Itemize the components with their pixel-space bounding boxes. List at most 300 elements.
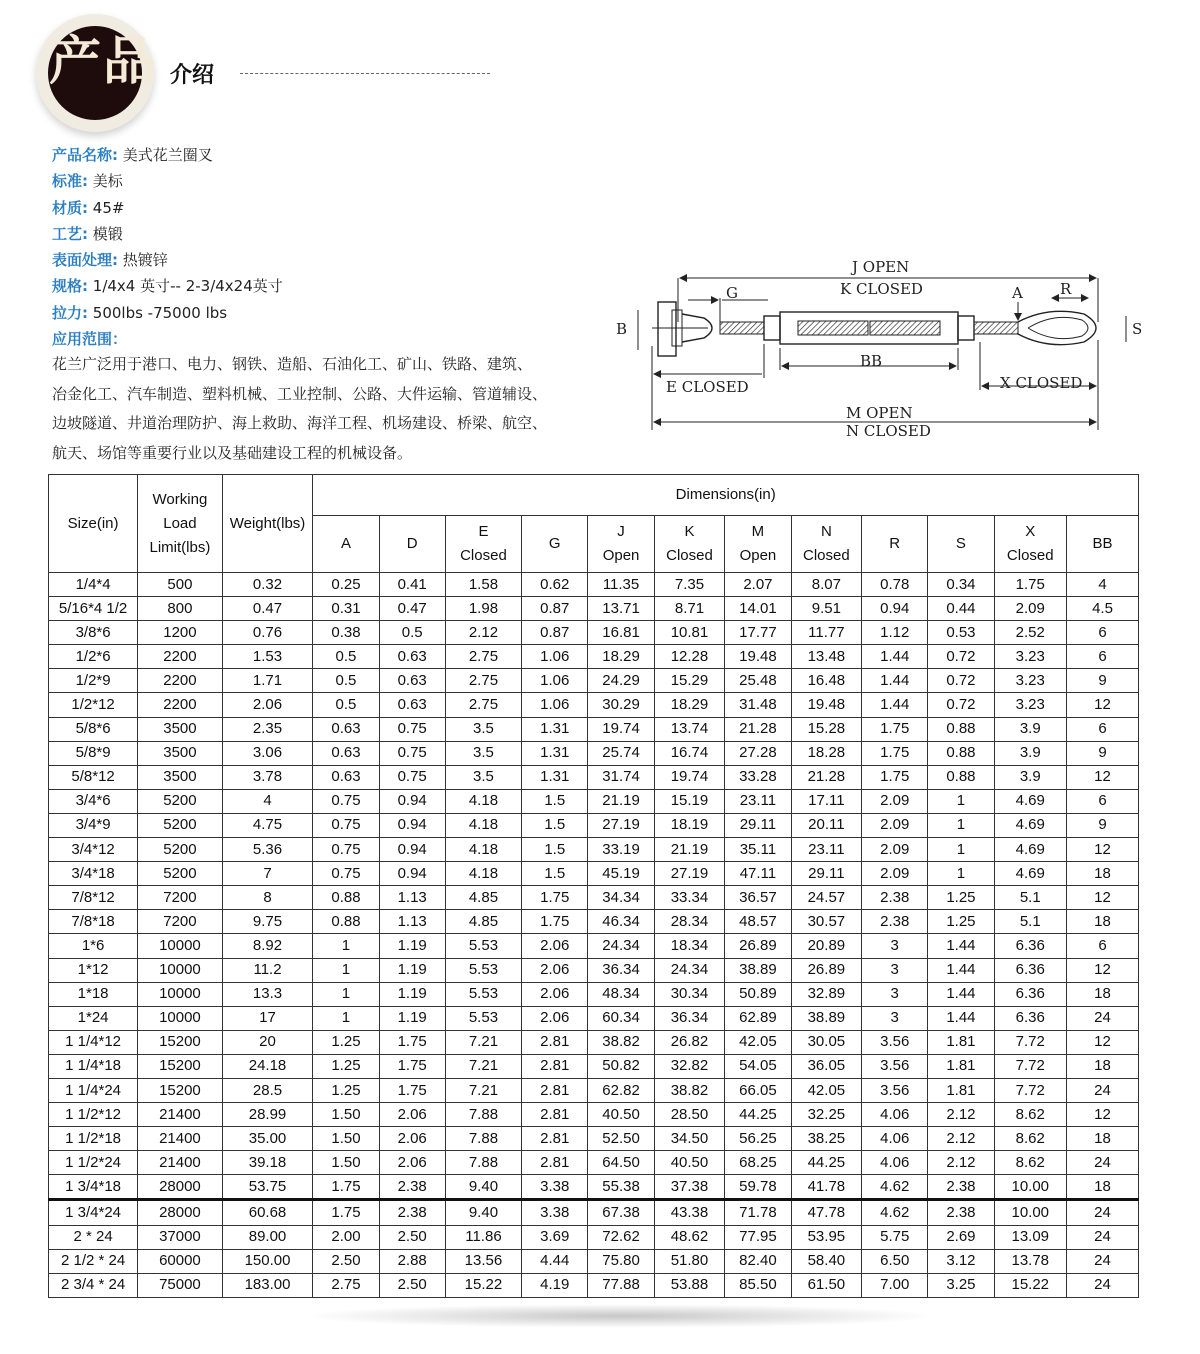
table-cell: 1: [313, 982, 379, 1006]
table-cell: 12: [1066, 958, 1138, 982]
table-cell: 1: [313, 934, 379, 958]
table-cell: 21.28: [725, 717, 791, 741]
table-cell: 12: [1066, 838, 1138, 862]
table-cell: 2.12: [928, 1151, 994, 1175]
spec-key: 表面处理:: [52, 251, 118, 270]
table-cell: 0.47: [379, 597, 445, 621]
table-cell: 85.50: [725, 1273, 791, 1297]
table-row: [49, 669, 1139, 693]
col-header-dim: [522, 516, 588, 573]
table-cell: 41.78: [791, 1175, 862, 1200]
table-cell: 8: [222, 886, 313, 910]
table-cell: 2.75: [445, 669, 521, 693]
table-cell: 7.35: [654, 573, 725, 597]
table-cell: 1 1/2*24: [49, 1151, 138, 1175]
table-cell: 9.51: [791, 597, 862, 621]
table-cell: 77.88: [588, 1273, 654, 1297]
table-cell: 17.77: [725, 621, 791, 645]
table-cell: 10.00: [994, 1200, 1066, 1225]
table-cell: 3.23: [994, 669, 1066, 693]
table-cell: 5.1: [994, 910, 1066, 934]
table-cell: 4.44: [522, 1249, 588, 1273]
table-cell: 9: [1066, 741, 1138, 765]
table-cell: 2.09: [862, 813, 928, 837]
table-cell: 6: [1066, 789, 1138, 813]
table-cell: 0.32: [222, 573, 313, 597]
table-cell: 64.50: [588, 1151, 654, 1175]
table-cell: 0.44: [928, 597, 994, 621]
table-cell: 3.23: [994, 693, 1066, 717]
table-cell: 16.74: [654, 741, 725, 765]
table-cell: 2.88: [379, 1249, 445, 1273]
table-cell: 5/8*12: [49, 765, 138, 789]
table-cell: 62.82: [588, 1078, 654, 1102]
table-cell: 10000: [138, 934, 223, 958]
table-cell: 1: [313, 958, 379, 982]
table-cell: 9: [1066, 669, 1138, 693]
table-cell: 150.00: [222, 1249, 313, 1273]
dim-letter: A: [340, 535, 351, 552]
table-cell: 2.06: [222, 693, 313, 717]
table-cell: 6: [1066, 621, 1138, 645]
table-cell: 2.52: [994, 621, 1066, 645]
table-cell: 1.13: [379, 910, 445, 934]
table-cell: 800: [138, 597, 223, 621]
spec-value: 500lbs -75000 lbs: [92, 303, 228, 322]
table-cell: 10000: [138, 982, 223, 1006]
table-cell: 24: [1066, 1200, 1138, 1225]
label-bb: BB: [860, 352, 883, 370]
table-cell: 6: [1066, 717, 1138, 741]
turnbuckle-diagram: [608, 250, 1156, 445]
table-cell: 35.11: [725, 838, 791, 862]
table-cell: 13.71: [588, 597, 654, 621]
col-header-dim: [313, 516, 379, 573]
table-cell: 1.75: [379, 1030, 445, 1054]
spec-list: [52, 142, 612, 352]
table-cell: 2.06: [379, 1127, 445, 1151]
table-cell: 4.85: [445, 910, 521, 934]
table-cell: 5.36: [222, 838, 313, 862]
table-cell: 38.82: [588, 1030, 654, 1054]
table-cell: 0.47: [222, 597, 313, 621]
table-cell: 36.34: [654, 1006, 725, 1030]
table-cell: 1.5: [522, 813, 588, 837]
table-cell: 34.50: [654, 1127, 725, 1151]
table-cell: 3.9: [994, 717, 1066, 741]
spec-value: 美标: [92, 172, 123, 191]
table-cell: 1.06: [522, 669, 588, 693]
table-cell: 13.74: [654, 717, 725, 741]
table-cell: 2.38: [862, 886, 928, 910]
col-header-dim: [791, 516, 862, 573]
table-cell: 3.38: [522, 1175, 588, 1200]
table-cell: 1.44: [862, 693, 928, 717]
table-cell: 0.31: [313, 597, 379, 621]
col-header-wll: [138, 475, 223, 573]
table-cell: 2 * 24: [49, 1225, 138, 1249]
table-cell: 40.50: [588, 1103, 654, 1127]
table-cell: 3/4*18: [49, 862, 138, 886]
table-cell: 33.19: [588, 838, 654, 862]
table-cell: 47.11: [725, 862, 791, 886]
table-cell: 4.06: [862, 1151, 928, 1175]
table-cell: 1.75: [379, 1078, 445, 1102]
spec-key: 标准:: [52, 172, 88, 191]
wll-line-3: Limit(lbs): [149, 538, 211, 556]
col-header-dim: [928, 516, 994, 573]
table-row: [49, 1078, 1139, 1102]
table-row: [49, 1127, 1139, 1151]
wll-line-1: Working: [152, 490, 208, 508]
table-cell: 31.48: [725, 693, 791, 717]
table-cell: 28.99: [222, 1103, 313, 1127]
application-line: 花兰广泛用于港口、电力、钢铁、造船、石油化工、矿山、铁路、建筑、: [52, 355, 533, 373]
table-cell: 23.11: [791, 838, 862, 862]
table-cell: 2.09: [994, 597, 1066, 621]
table-cell: 5.53: [445, 958, 521, 982]
table-cell: 0.94: [379, 813, 445, 837]
table-cell: 7/8*12: [49, 886, 138, 910]
table-cell: 24: [1066, 1078, 1138, 1102]
table-cell: 0.63: [313, 765, 379, 789]
table-cell: 5200: [138, 862, 223, 886]
table-cell: 0.75: [379, 765, 445, 789]
table-cell: 1.58: [445, 573, 521, 597]
table-cell: 24: [1066, 1225, 1138, 1249]
table-cell: 1 1/4*24: [49, 1078, 138, 1102]
table-cell: 68.25: [725, 1151, 791, 1175]
label-e-closed: E CLOSED: [666, 378, 749, 396]
spec-item: [52, 168, 612, 194]
table-cell: 4.18: [445, 862, 521, 886]
dim-letter: N: [820, 523, 832, 540]
col-header-size: Size(in): [49, 475, 138, 573]
table-cell: 1 3/4*24: [49, 1200, 138, 1225]
table-cell: 0.34: [928, 573, 994, 597]
table-cell: 0.72: [928, 693, 994, 717]
table-cell: 12: [1066, 693, 1138, 717]
table-cell: 1: [928, 789, 994, 813]
table-cell: 4.69: [994, 813, 1066, 837]
table-cell: 20: [222, 1030, 313, 1054]
table-body: [49, 573, 1139, 1298]
table-cell: 3: [862, 982, 928, 1006]
table-cell: 1 1/4*18: [49, 1054, 138, 1078]
table-cell: 4: [222, 789, 313, 813]
table-row: [49, 717, 1139, 741]
table-cell: 0.5: [313, 669, 379, 693]
table-cell: 25.48: [725, 669, 791, 693]
table-cell: 13.48: [791, 645, 862, 669]
wll-line-2: Load: [163, 514, 197, 532]
table-cell: 3.9: [994, 741, 1066, 765]
table-row: [49, 910, 1139, 934]
table-cell: 2.50: [313, 1249, 379, 1273]
table-cell: 183.00: [222, 1273, 313, 1297]
table-cell: 1.98: [445, 597, 521, 621]
table-cell: 9.40: [445, 1200, 521, 1225]
table-cell: 28.34: [654, 910, 725, 934]
table-cell: 71.78: [725, 1200, 791, 1225]
table-cell: 3/8*6: [49, 621, 138, 645]
table-cell: 2.12: [928, 1127, 994, 1151]
spec-item: [52, 300, 612, 326]
table-cell: 32.25: [791, 1103, 862, 1127]
table-cell: 2200: [138, 693, 223, 717]
table-cell: 2.06: [522, 958, 588, 982]
table-cell: 4.85: [445, 886, 521, 910]
table-cell: 34.34: [588, 886, 654, 910]
table-cell: 30.34: [654, 982, 725, 1006]
table-cell: 1.19: [379, 1006, 445, 1030]
table-cell: 2.81: [522, 1030, 588, 1054]
table-cell: 37000: [138, 1225, 223, 1249]
table-cell: 5/16*4 1/2: [49, 597, 138, 621]
table-cell: 60000: [138, 1249, 223, 1273]
table-cell: 19.74: [588, 717, 654, 741]
table-cell: 6.36: [994, 934, 1066, 958]
table-cell: 4.18: [445, 789, 521, 813]
table-row: [49, 765, 1139, 789]
table-cell: 1: [928, 862, 994, 886]
table-cell: 56.25: [725, 1127, 791, 1151]
table-cell: 2.06: [522, 1006, 588, 1030]
table-cell: 19.74: [654, 765, 725, 789]
table-cell: 2.07: [725, 573, 791, 597]
table-cell: 24.29: [588, 669, 654, 693]
badge-text: 产品: [48, 32, 157, 92]
table-cell: 5200: [138, 789, 223, 813]
table-cell: 2.09: [862, 838, 928, 862]
table-cell: 1.44: [928, 1006, 994, 1030]
table-cell: 2.81: [522, 1103, 588, 1127]
table-cell: 60.34: [588, 1006, 654, 1030]
table-cell: 0.88: [928, 717, 994, 741]
table-cell: 3.12: [928, 1249, 994, 1273]
table-cell: 0.88: [313, 910, 379, 934]
table-cell: 0.75: [313, 862, 379, 886]
table-cell: 21.28: [791, 765, 862, 789]
intro-heading: 介绍: [170, 63, 215, 88]
table-cell: 67.38: [588, 1200, 654, 1225]
table-cell: 0.78: [862, 573, 928, 597]
table-cell: 3.56: [862, 1030, 928, 1054]
table-cell: 2200: [138, 645, 223, 669]
table-cell: 7/8*18: [49, 910, 138, 934]
spec-item: [52, 247, 612, 273]
table-cell: 11.2: [222, 958, 313, 982]
dim-letter: BB: [1092, 535, 1113, 552]
application-line: 边坡隧道、井道治理防护、海上救助、海洋工程、机场建设、桥梁、航空、: [52, 414, 548, 432]
table-cell: 7: [222, 862, 313, 886]
table-cell: 30.29: [588, 693, 654, 717]
table-cell: 61.50: [791, 1273, 862, 1297]
table-cell: 0.63: [313, 741, 379, 765]
table-cell: 0.75: [313, 813, 379, 837]
table-cell: 7200: [138, 910, 223, 934]
label-n-closed: N CLOSED: [846, 422, 931, 440]
table-cell: 50.89: [725, 982, 791, 1006]
table-cell: 21.19: [654, 838, 725, 862]
table-row: [49, 1249, 1139, 1273]
table-cell: 38.25: [791, 1127, 862, 1151]
table-cell: 45.19: [588, 862, 654, 886]
table-cell: 18.19: [654, 813, 725, 837]
table-row: [49, 1200, 1139, 1225]
table-cell: 1.75: [862, 717, 928, 741]
table-cell: 1.06: [522, 645, 588, 669]
table-cell: 1.50: [313, 1103, 379, 1127]
table-cell: 3.69: [522, 1225, 588, 1249]
table-cell: 1.25: [313, 1030, 379, 1054]
table-cell: 4.62: [862, 1200, 928, 1225]
table-cell: 2.38: [379, 1200, 445, 1225]
table-cell: 12: [1066, 1030, 1138, 1054]
table-cell: 3: [862, 934, 928, 958]
table-cell: 20.11: [791, 813, 862, 837]
table-row: [49, 1030, 1139, 1054]
table-cell: 2.81: [522, 1054, 588, 1078]
col-header-dim: [445, 516, 521, 573]
table-cell: 1.25: [928, 886, 994, 910]
label-m-open: M OPEN: [846, 404, 913, 422]
dim-letter: D: [406, 535, 418, 552]
table-cell: 75.80: [588, 1249, 654, 1273]
table-cell: 1.25: [928, 910, 994, 934]
table-cell: 15200: [138, 1054, 223, 1078]
table-cell: 13.78: [994, 1249, 1066, 1273]
table-cell: 2 1/2 * 24: [49, 1249, 138, 1273]
table-cell: 1.31: [522, 765, 588, 789]
table-cell: 13.3: [222, 982, 313, 1006]
table-cell: 0.63: [313, 717, 379, 741]
table-cell: 18: [1066, 1175, 1138, 1200]
table-cell: 25.74: [588, 741, 654, 765]
table-cell: 15.22: [445, 1273, 521, 1297]
label-g: G: [726, 284, 738, 302]
table-cell: 2.81: [522, 1127, 588, 1151]
table-cell: 1.44: [862, 669, 928, 693]
spec-key: 产品名称:: [52, 146, 118, 164]
table-cell: 8.07: [791, 573, 862, 597]
table-cell: 1*12: [49, 958, 138, 982]
table-cell: 4.5: [1066, 597, 1138, 621]
table-cell: 0.75: [379, 717, 445, 741]
table-row: [49, 741, 1139, 765]
table-cell: 50.82: [588, 1054, 654, 1078]
table-cell: 3: [862, 1006, 928, 1030]
table-cell: 11.77: [791, 621, 862, 645]
table-cell: 0.88: [928, 765, 994, 789]
dim-state: Closed: [666, 547, 713, 564]
table-cell: 8.62: [994, 1127, 1066, 1151]
table-cell: 31.74: [588, 765, 654, 789]
table-row: [49, 597, 1139, 621]
table-cell: 2 3/4 * 24: [49, 1273, 138, 1297]
table-cell: 24: [1066, 1273, 1138, 1297]
spec-value: 美式花兰圈叉: [122, 146, 213, 164]
table-cell: 0.63: [379, 693, 445, 717]
table-cell: 1.25: [313, 1054, 379, 1078]
table-cell: 53.75: [222, 1175, 313, 1200]
table-row: [49, 789, 1139, 813]
footer-shadow: [300, 1304, 940, 1328]
table-cell: 2.09: [862, 862, 928, 886]
table-cell: 14.01: [725, 597, 791, 621]
table-cell: 28.50: [654, 1103, 725, 1127]
table-cell: 29.11: [725, 813, 791, 837]
table-cell: 1.44: [928, 958, 994, 982]
table-cell: 26.89: [791, 958, 862, 982]
table-cell: 1.44: [862, 645, 928, 669]
table-cell: 0.76: [222, 621, 313, 645]
table-cell: 48.34: [588, 982, 654, 1006]
dim-letter: R: [889, 535, 901, 552]
application-line: 冶金化工、汽车制造、塑料机械、工业控制、公路、大件运输、管道辅设、: [52, 384, 548, 403]
table-cell: 8.92: [222, 934, 313, 958]
table-cell: 24.34: [654, 958, 725, 982]
table-cell: 37.38: [654, 1175, 725, 1200]
table-cell: 39.18: [222, 1151, 313, 1175]
table-cell: 4.62: [862, 1175, 928, 1200]
col-header-dim: [654, 516, 725, 573]
table-cell: 1.50: [313, 1127, 379, 1151]
table-cell: 7200: [138, 886, 223, 910]
table-cell: 9.75: [222, 910, 313, 934]
table-cell: 3.9: [994, 765, 1066, 789]
table-cell: 2.50: [379, 1273, 445, 1297]
spec-key: 工艺:: [52, 224, 88, 243]
table-cell: 2.12: [445, 621, 521, 645]
table-cell: 42.05: [791, 1078, 862, 1102]
table-cell: 24: [1066, 1249, 1138, 1273]
table-cell: 51.80: [654, 1249, 725, 1273]
table-cell: 55.38: [588, 1175, 654, 1200]
table-cell: 44.25: [725, 1103, 791, 1127]
table-cell: 60.68: [222, 1200, 313, 1225]
table-cell: 8.71: [654, 597, 725, 621]
table-cell: 2.38: [928, 1175, 994, 1200]
table-cell: 21.19: [588, 789, 654, 813]
table-cell: 38.89: [791, 1006, 862, 1030]
table-row: [49, 645, 1139, 669]
dim-state: Closed: [460, 547, 507, 564]
table-cell: 52.50: [588, 1127, 654, 1151]
table-cell: 5/8*6: [49, 717, 138, 741]
col-header-dim: [379, 516, 445, 573]
table-cell: 1.75: [862, 765, 928, 789]
table-cell: 2.38: [928, 1200, 994, 1225]
label-r: R: [1060, 280, 1072, 298]
table-cell: 13.09: [994, 1225, 1066, 1249]
table-cell: 15.28: [791, 717, 862, 741]
table-cell: 21400: [138, 1103, 223, 1127]
table-cell: 12: [1066, 765, 1138, 789]
table-cell: 3.38: [522, 1200, 588, 1225]
table-cell: 12: [1066, 886, 1138, 910]
table-cell: 27.19: [654, 862, 725, 886]
table-cell: 18.34: [654, 934, 725, 958]
table-cell: 32.89: [791, 982, 862, 1006]
table-cell: 1.81: [928, 1030, 994, 1054]
table-cell: 0.63: [379, 645, 445, 669]
col-header-dim: [725, 516, 791, 573]
table-cell: 0.72: [928, 645, 994, 669]
table-cell: 1.75: [313, 1200, 379, 1225]
table-cell: 24.18: [222, 1054, 313, 1078]
table-cell: 4.69: [994, 862, 1066, 886]
